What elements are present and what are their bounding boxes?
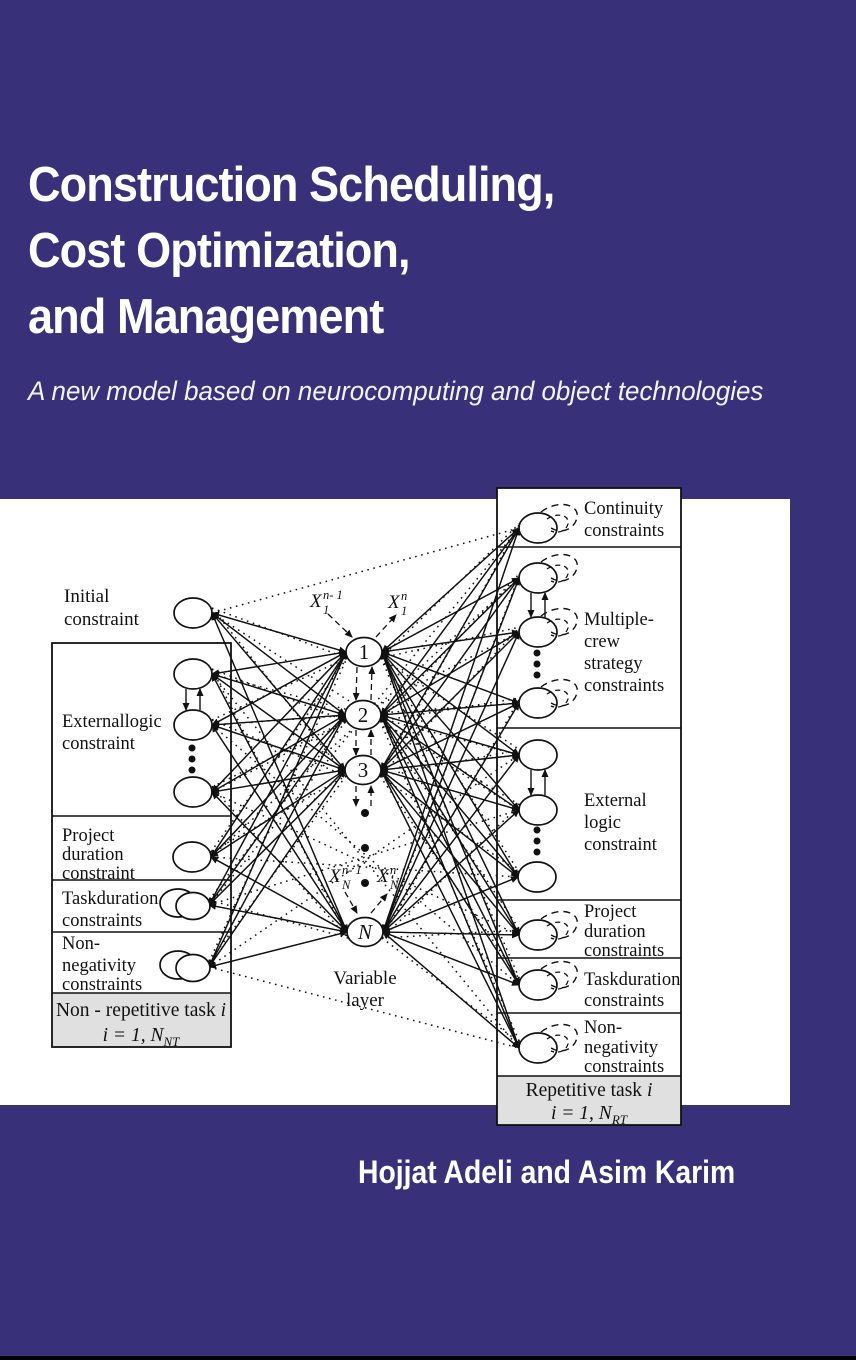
right-row-label: constraints [584,676,665,696]
neural-network-figure [0,480,800,1140]
bottom-bar [0,1356,856,1360]
initial-constraint-label: constraint [64,609,139,630]
x-variable-sup: n- 1 [323,588,343,602]
right-row-label: Project [584,902,637,922]
ellipsis-dot [361,809,369,817]
x-variable-label: X [329,866,341,887]
ellipsis-dot [534,827,541,834]
title-line-3: and Management [28,290,384,344]
left-row-label: constraint [62,864,135,884]
repetitive-task-footer-line2: i = 1, $N_{RT}$ [550,1103,628,1127]
neuron-node [174,598,212,628]
x-variable-sup: n [390,863,397,877]
right-row-label: Taskduration [584,970,681,990]
non-repetitive-task-footer-line1: Non - repetitive task i [55,1000,227,1021]
variable-node-label: N [357,920,373,944]
x-variable-sub: 1 [323,603,330,617]
variable-node-label: 3 [357,758,369,782]
right-row-label: constraint [584,835,657,855]
non-repetitive-task-footer-line2: i = 1, $N_{NT}$ [102,1025,180,1049]
right-row-label: Continuity [584,499,664,519]
right-row-label: logic [584,813,621,833]
ellipsis-dot [534,849,541,856]
variable-node-label: 2 [357,703,369,727]
ellipsis-dot [189,767,196,774]
right-row-label: Non- [584,1018,623,1038]
book-authors: Hojjat Adeli and Asim Karim [357,1154,735,1190]
neuron-node [519,740,557,770]
repetitive-task-footer-line1: Repetitive task i [525,1080,653,1101]
right-row-label: constraints [584,991,665,1011]
right-row-label: constraints [584,1057,665,1077]
network-diagram [0,480,800,1140]
ellipsis-dot [534,650,541,657]
variable-layer-caption: Variable [333,968,397,989]
variable-layer-caption: layer [346,990,384,1011]
ellipsis-dot [534,672,541,679]
right-row-label: duration [584,922,646,942]
ellipsis-dot [189,756,196,763]
right-row-label: strategy [584,654,643,674]
initial-constraint-label: Initial [64,586,110,607]
title-line-2: Cost Optimization, [28,224,410,278]
x-variable-sub: N [390,878,399,892]
neuron-node [174,659,212,689]
right-row-label: Multiple- [584,610,654,630]
neuron-node [518,862,556,892]
left-row-label: Externallogic [62,712,162,732]
ellipsis-dot [361,879,369,887]
ellipsis-dot [189,745,196,752]
book-subtitle: A new model based on neurocomputing and object technologies [28,376,764,406]
left-row-label: constraints [62,975,143,995]
right-row-label: constraints [584,941,665,961]
left-row-label: constraints [62,911,143,931]
neuron-node [173,842,211,872]
right-row-label: External [584,791,647,811]
neuron-node [519,795,557,825]
right-row-label: crew [584,632,620,652]
left-row-label: Project [62,826,115,846]
book-title [28,152,554,350]
variable-node-label: 1 [358,640,370,664]
x-variable-label: X [310,591,322,612]
right-row-label: constraints [584,521,665,541]
neuron-node [174,777,212,807]
left-row-label: duration [62,845,124,865]
left-row-label: negativity [62,956,136,976]
x-variable-sup: n [401,589,408,603]
ellipsis-dot [534,661,541,668]
title-line-1: Construction Scheduling, [28,158,555,212]
x-variable-label: X [388,592,400,613]
x-variable-sup: n- 1 [342,863,362,877]
left-row-label: constraint [62,734,135,754]
neuron-node [176,955,210,982]
x-variable-sub: N [342,878,351,892]
neuron-node [176,893,210,920]
right-row-label: negativity [584,1038,658,1058]
x-variable-sub: 1 [401,604,408,618]
left-row-label: Taskduration [62,889,159,909]
neuron-node [174,710,212,740]
ellipsis-dot [534,838,541,845]
ellipsis-dot [361,844,369,852]
left-row-label: Non- [62,934,101,954]
x-variable-label: X [377,866,389,887]
